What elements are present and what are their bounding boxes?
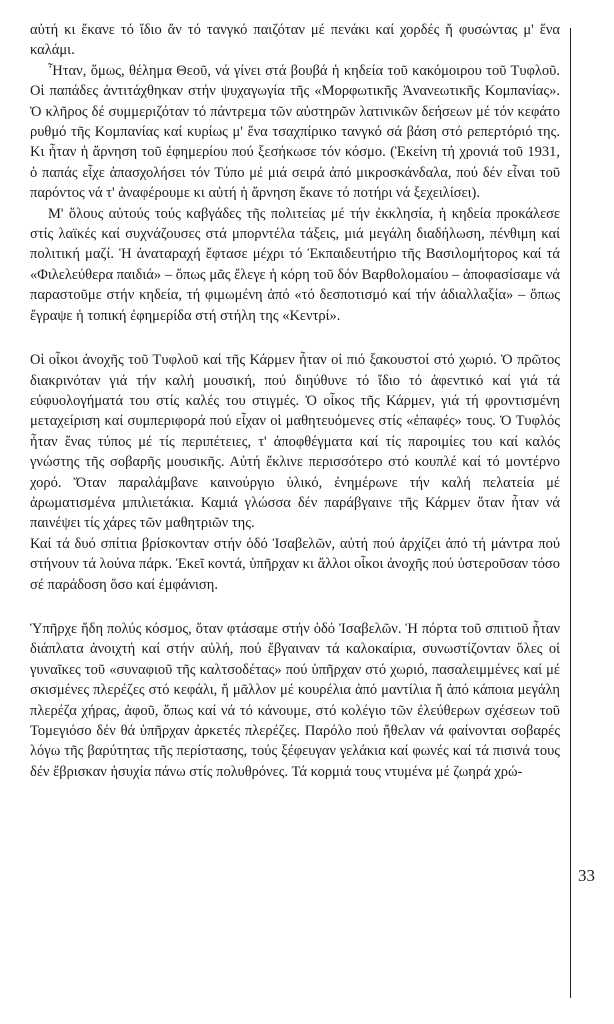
- paragraph-5: Καί τά δυό σπίτια βρίσκονταν στήν ὁδό Ἰσαβελῶν, αὐτή πού ἀρχίζει ἀπό τή μάντρα πού στήνουν τά λούνα πάρκ. Ἐκεῖ κοντά, ὑπῆρχαν κι ἄλλοι οἶκοι ἀνοχῆς πού ὑστεροῦσαν τόσο σέ παράδοση ὅσο καί ἐμφάνιση.: [30, 535, 560, 593]
- body-text: [30, 20, 560, 782]
- paragraph-2: Ἦταν, ὅμως, θέλημα Θεοῦ, νά γίνει στά βουβά ἡ κηδεία τοῦ κακόμοιρου τοῦ Τυφλοῦ. Οἱ παπάδες ἀντιτάχθηκαν στήν ψυχαγωγία τῆς «Μορφωτικῆς Ἀνανεωτικῆς Κομπανίας». Ὁ κλῆρος δέ συμμεριζόταν τό πάντρεμα τῶν αὐστηρῶν λατινικῶν δεήσεων μέ τόν κεφάτο ρυθμό τῆς Κομπανίας καί κυρίως μ' ἕνα τσαχπίρικο τανγκό σά βάση στό ρεπερτόριό της. Κι ἦταν ἡ ἄρνηση τοῦ ἐφημερίου πού ξεσήκωσε τόν κόσμο. (Ἐκείνη τή χρονιά τοῦ 1931, ὁ παπάς εἶχε ἀπασχολήσει τόν Τύπο μέ μιά σειρά ἀπό μικροσκάνδαλα, πού δέν εἶναι τοῦ παρόντος νά τ' ἀναφέρουμε κι αὐτή ἡ ἄρνηση ἔκανε τό ποτήρι νά ξεχειλίσει).: [30, 62, 560, 202]
- paragraph-6: Ὑπῆρχε ἤδη πολύς κόσμος, ὅταν φτάσαμε στήν ὁδό Ἰσαβελῶν. Ἡ πόρτα τοῦ σπιτιοῦ ἦταν διάπλατα ἀνοιχτή καί στήν αὐλή, πού ἔβγαιναν τά καλοκαίρια, συνωστίζονταν ὅλες οἱ γυναῖκες τοῦ «συναφιοῦ τῆς καλτσοδέτας» πού ὑπῆρχαν στό χωριό, πασαλειμμένες καί μέ σκισμένες πλερέζες στό κεφάλι, ἤ μᾶλλον μέ κουρέλια ἀπό μαντίλια ἤ ἀπό κάποια μεγάλη πλερέζα χήρας, ἀφοῦ, ὅπως καί νά τό κάνουμε, στό κολέγιο τῶν ἐλεύθερων σχέσεων τοῦ Τομεγιόσο δέν θά ὑπῆρχαν ἀρκετές πλερέζες. Παρόλο πού ἤθελαν νά φαίνονται σοβαρές λόγω τῆς βαρύτητας τῆς περίστασης, τούς ξέφευγαν γελάκια καί φωνές καί τά πισινά τους δέν ἔβρισκαν ἡσυχία πάνω στίς πολυθρόνες. Τά κορμιά τους ντυμένα μέ ζωηρά χρώ-: [30, 620, 560, 780]
- margin-rule: [570, 28, 571, 998]
- paragraph-3: Μ' ὅλους αὐτούς τούς καβγάδες τῆς πολιτείας μέ τήν ἐκκλησία, ἡ κηδεία προκάλεσε στίς λαϊκές καί συχνάζουσες στά μπορντέλα τάξεις, μιά μεγάλη διαδήλωση, πένθιμη καί πολιτική μαζί. Ἡ ἀναταραχή ἔφτασε μέχρι τό Ἐκπαιδευτήριο τῆς Βασιλομήτορος καί τά «Φιλελεύθερα παιδιά» – ὅπως μᾶς ἔλεγε ἡ κόρη τοῦ δόν Βαρθολομαίου – ἀποφασίσαμε νά παραστοῦμε στήν κηδεία, τή φιμωμένη ἀπό «τό δεσποτισμό καί τήν ἀδιαλλαξία» – ὅπως ἔγραψε ἡ τοπική ἐφημερίδα στή στήλη της «Κεντρί».: [30, 205, 560, 324]
- page-number: 33: [578, 866, 595, 885]
- paragraph-1: αὐτή κι ἔκανε τό ἴδιο ἄν τό τανγκό παιζόταν μέ πενάκι καί χορδές ἤ φυσώντας μ' ἕνα καλάμι.: [30, 22, 560, 59]
- paragraph-4: Οἱ οἶκοι ἀνοχῆς τοῦ Τυφλοῦ καί τῆς Κάρμεν ἦταν οἱ πιό ξακουστοί στό χωριό. Ὁ πρῶτος διακρινόταν γιά τήν καλή μουσική, πού διηύθυνε τό ἴδιο τό ἀφεντικό καί γιά τά εὐφυολογήματά του στίς καλές του στιγμές. Ὁ οἶκος τῆς Κάρμεν, γιά τή φροντισμένη μεταχείριση καί συμπεριφορά πού εἶχαν οἱ μαθητευόμενες στίς «ἐπαφές» τους. Ὁ Τυφλός ἦταν ἕνας τύπος μέ τίς περιπέτειες, τ' ἀποφθέγματα καί τίς παροιμίες του καί καλός γνώστης τῆς σοβαρῆς μουσικῆς. Αὐτή ἔκλινε περισσότερο στό κουπλέ καί τό μοντέρνο χορό. Ὅταν παραλάμβανε καινούργιο ὑλικό, ἐνημέρωνε τήν καλή πελατεία μέ ἀρωματισμένα μπιλιετάκια. Καμιά γλώσσα δέν παράβγαινε τῆς Κάρμεν ὅταν ἦταν νά παινέψει τίς χάρες τῶν μαθητριῶν της.: [30, 352, 560, 532]
